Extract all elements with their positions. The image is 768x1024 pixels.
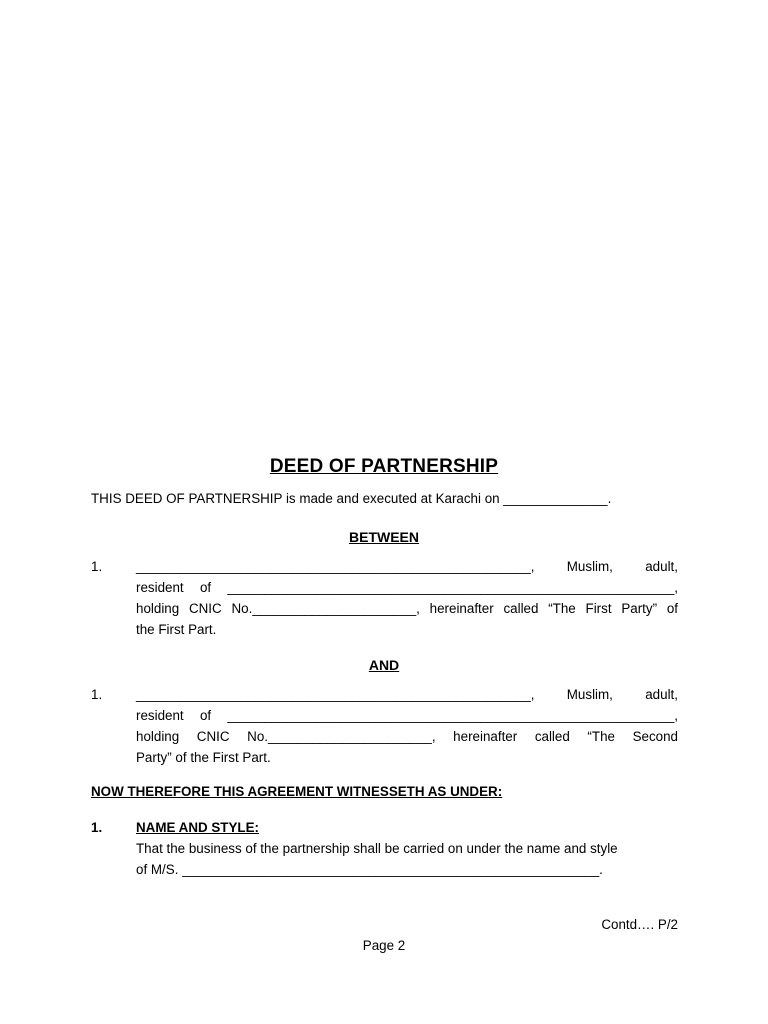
party1-name-line: _____________________________________________________, Muslim, adult, — [136, 559, 678, 574]
continued-note: Contd…. P/2 — [601, 917, 678, 932]
deed-title: DEED OF PARTNERSHIP — [269, 456, 499, 477]
party1-number: 1. — [91, 559, 103, 574]
and-heading: AND — [368, 657, 400, 673]
intro-paragraph: THIS DEED OF PARTNERSHIP is made and executed at Karachi on ______________. — [91, 491, 612, 506]
party2-name-line: _____________________________________________________, Muslim, adult, — [136, 687, 678, 702]
party1-part-line: the First Part. — [136, 622, 217, 637]
party2-resident-line: resident of ____________________________________________________________, — [136, 708, 678, 723]
section1-title: NAME AND STYLE: — [136, 820, 259, 835]
section1-text-line2: of M/S. ________________________________________________________. — [136, 862, 603, 877]
party1-resident-line: resident of ____________________________________________________________, — [136, 580, 678, 595]
party1-cnic-line: holding CNIC No.______________________, hereinafter called “The First Party” of — [136, 601, 678, 616]
party2-cnic-line: holding CNIC No.______________________, hereinafter called “The Second — [136, 729, 678, 744]
section1-number: 1. — [91, 820, 103, 835]
between-heading: BETWEEN — [349, 529, 419, 545]
party2-part-line: Party” of the First Part. — [136, 750, 271, 765]
witnesseth-heading: NOW THEREFORE THIS AGREEMENT WITNESSETH AS UNDER: — [91, 784, 503, 799]
party2-number: 1. — [91, 687, 103, 702]
page-number: Page 2 — [362, 938, 406, 953]
section1-text-line1: That the business of the partnership shall be carried on under the name and style — [136, 841, 618, 856]
